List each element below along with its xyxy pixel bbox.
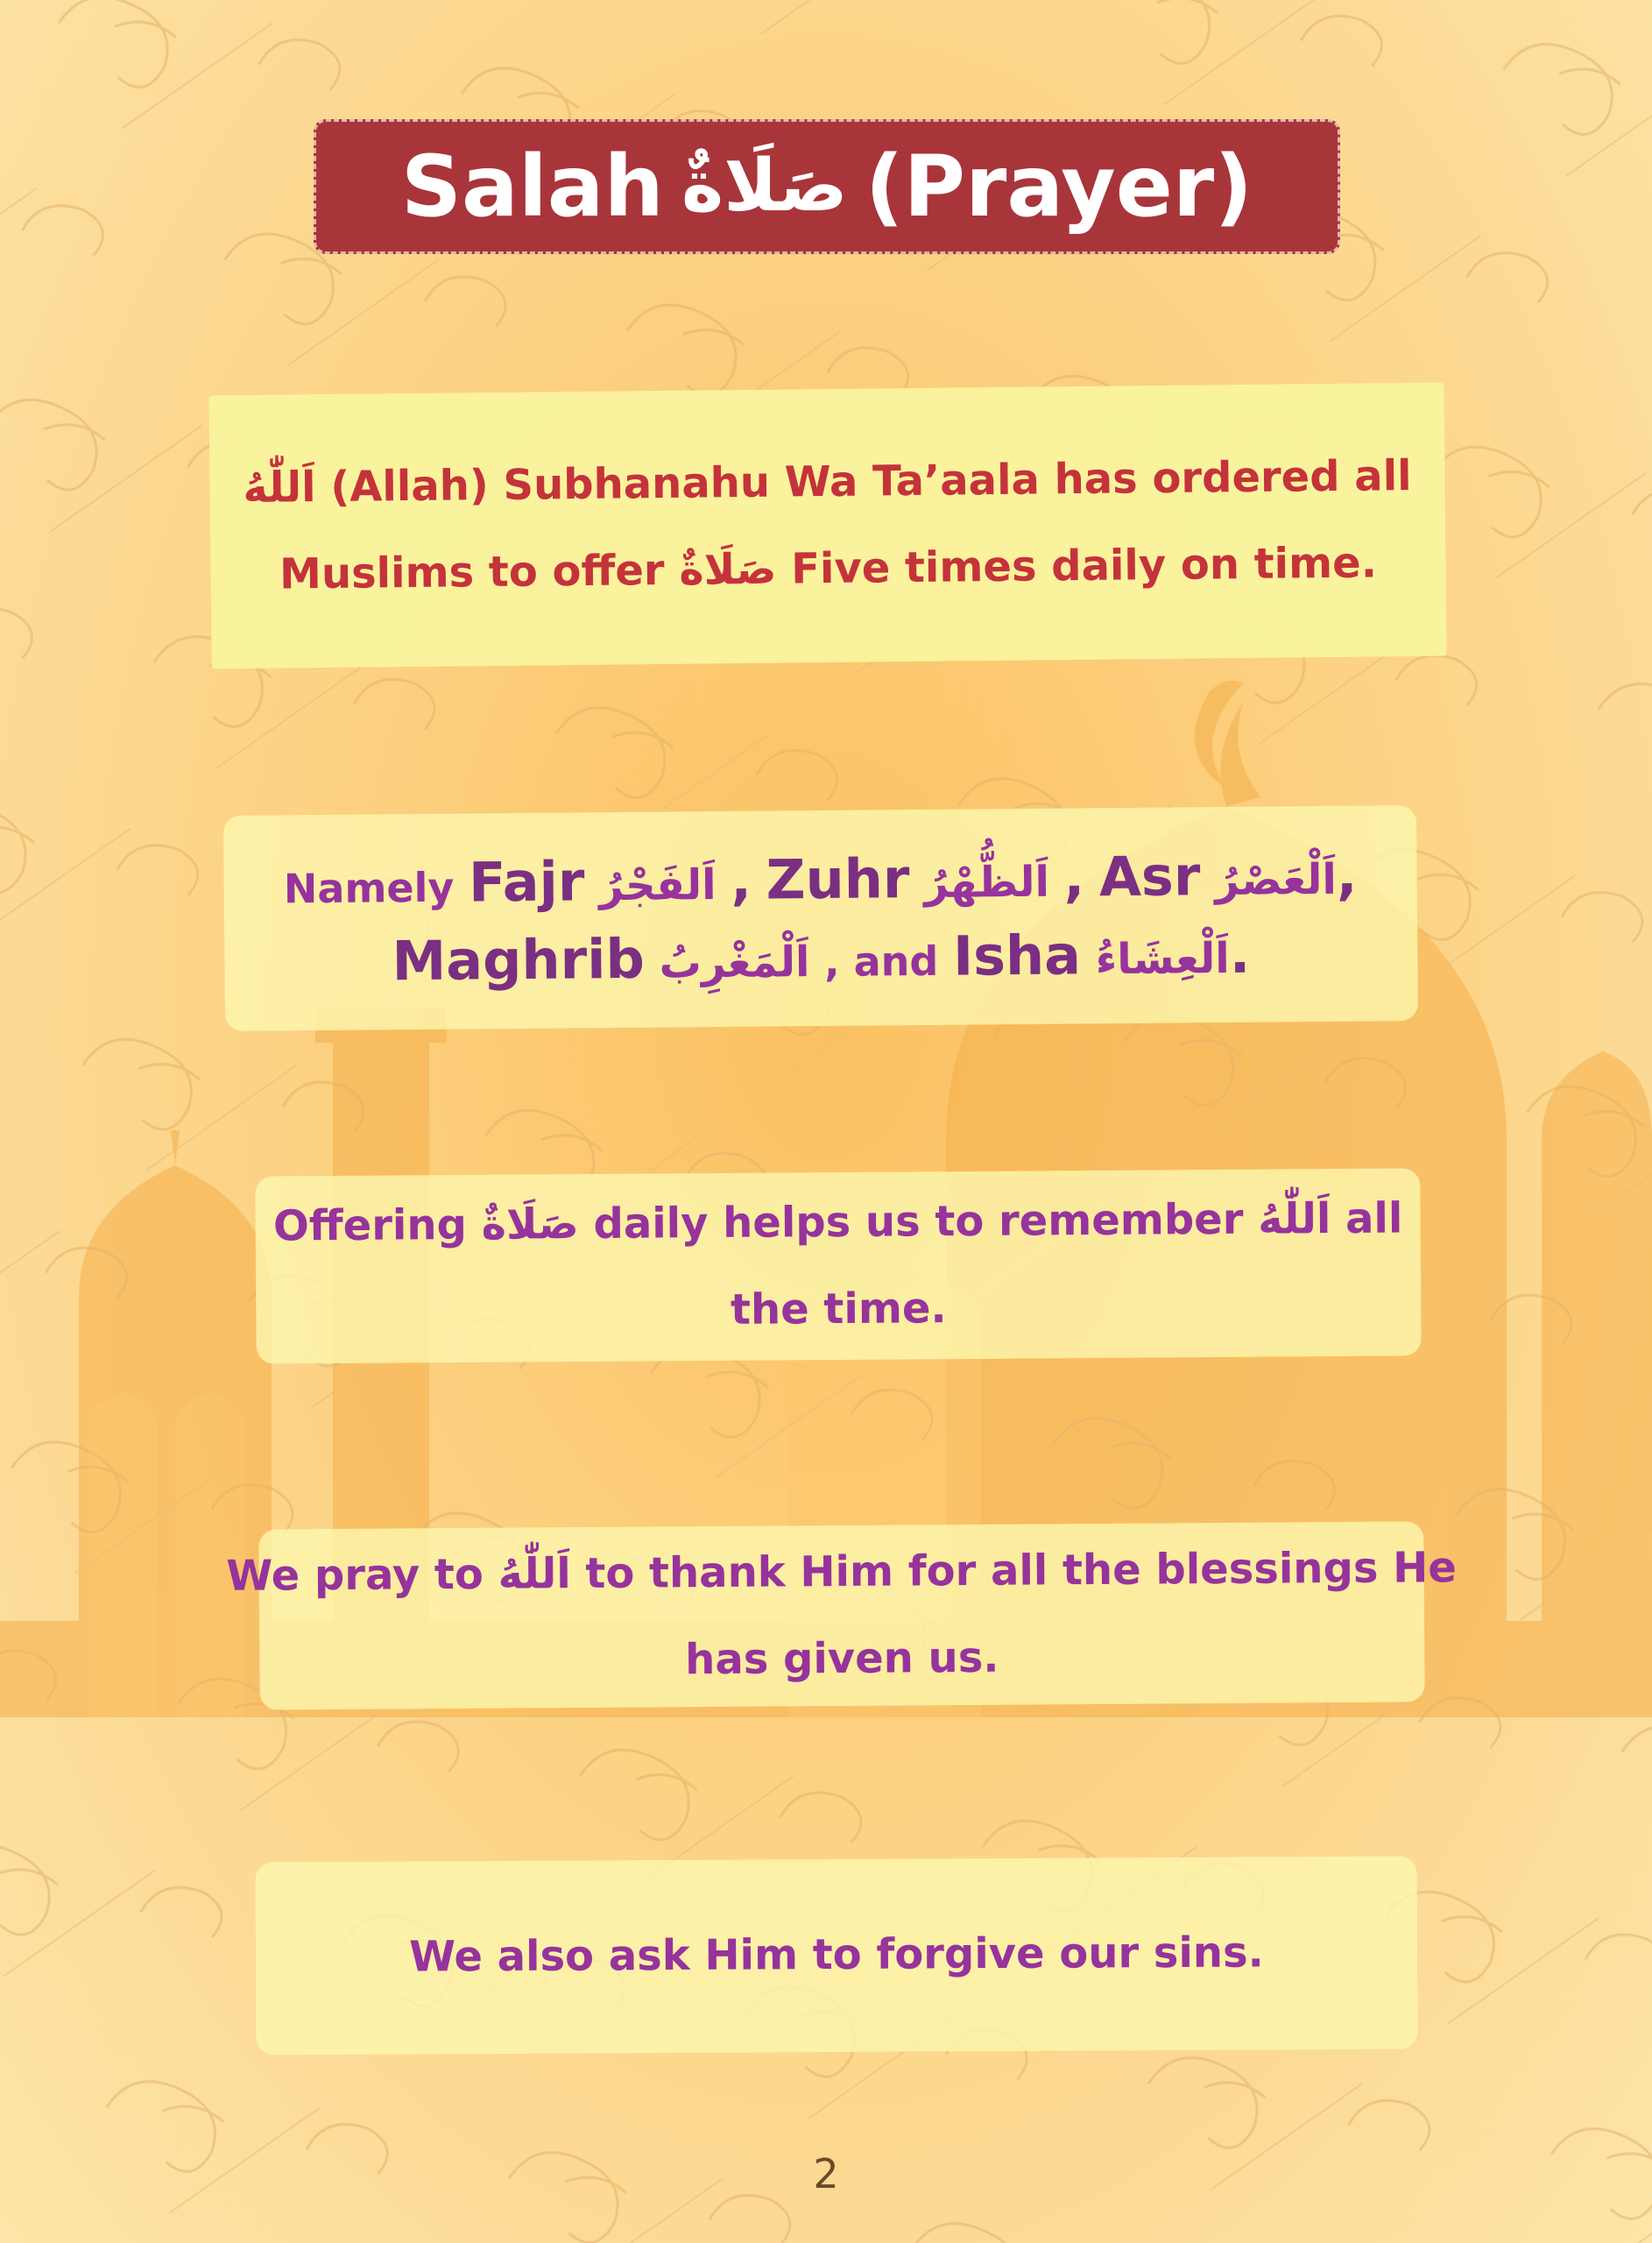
box4-line1	[226, 1544, 1457, 1601]
arabic-salah: صَلَاةٌ	[481, 1199, 579, 1249]
title-prayer: (Prayer)	[865, 138, 1253, 236]
box3-line1b: daily helps us to remember	[593, 1194, 1244, 1249]
zuhr-arabic: اَلظُّهْرُ	[923, 857, 1050, 908]
and-label: , and	[823, 937, 939, 986]
namely-label: Namely	[283, 863, 455, 913]
text-box-prayer-names	[223, 805, 1418, 1031]
box2-line1	[284, 843, 1358, 915]
isha-arabic: اَلْعِشَاءُ	[1095, 933, 1230, 985]
maghrib-label: Maghrib	[392, 926, 646, 994]
asr-arabic: اَلْعَصْرُ	[1214, 854, 1338, 905]
box1-line2	[279, 539, 1377, 598]
comma-2: ,	[1063, 845, 1085, 909]
box3-line1	[273, 1194, 1403, 1250]
comma-1: ,	[730, 847, 752, 912]
box5-line1: We also ask Him to forgive our sins.	[409, 1928, 1264, 1982]
page-number: 2	[813, 2150, 839, 2197]
text-box-forgive-sins	[255, 1857, 1417, 2055]
box1-line1	[243, 452, 1412, 513]
zuhr-label: Zuhr	[766, 846, 910, 912]
fajr-label: Fajr	[468, 849, 585, 915]
box1-line2b: Five times daily on time.	[790, 538, 1378, 594]
box4-line2: has given us.	[684, 1632, 999, 1685]
all-label: all	[1345, 1193, 1403, 1243]
text-box-remember-allah	[255, 1168, 1421, 1363]
offering-label: Offering	[272, 1199, 468, 1251]
box1-line2a: Muslims to offer	[279, 545, 665, 599]
box3-line2: the time.	[730, 1284, 947, 1334]
asr-label: Asr	[1098, 843, 1201, 909]
arabic-salah: صَلَاةٌ	[678, 544, 777, 595]
page-title	[314, 119, 1340, 254]
box1-line1-text: (Allah) Subhanahu Wa Ta’aala has ordered all	[329, 450, 1412, 512]
arabic-allah: اَللّٰهُ	[1257, 1193, 1331, 1244]
box2-line2	[392, 923, 1250, 993]
maghrib-arabic: اَلْمَغْرِبُ	[659, 938, 810, 988]
box4-line1a: We pray to	[226, 1549, 484, 1601]
text-box-allah-order	[208, 383, 1446, 669]
isha-label: Isha	[952, 923, 1082, 988]
title-arabic-salah: صَلَاةٌ	[681, 145, 848, 228]
box4-line1b: to thank Him for all the blessings He	[585, 1542, 1458, 1598]
text-box-thank-allah	[226, 1521, 1458, 1709]
title-salah: Salah	[400, 138, 664, 236]
comma-3: ,	[1336, 842, 1358, 907]
fajr-arabic: اَلفَجْرُ	[598, 860, 717, 910]
period: .	[1229, 921, 1251, 986]
arabic-allah: اَللّٰهُ	[243, 462, 316, 513]
arabic-allah: اَللّٰهُ	[498, 1548, 571, 1599]
